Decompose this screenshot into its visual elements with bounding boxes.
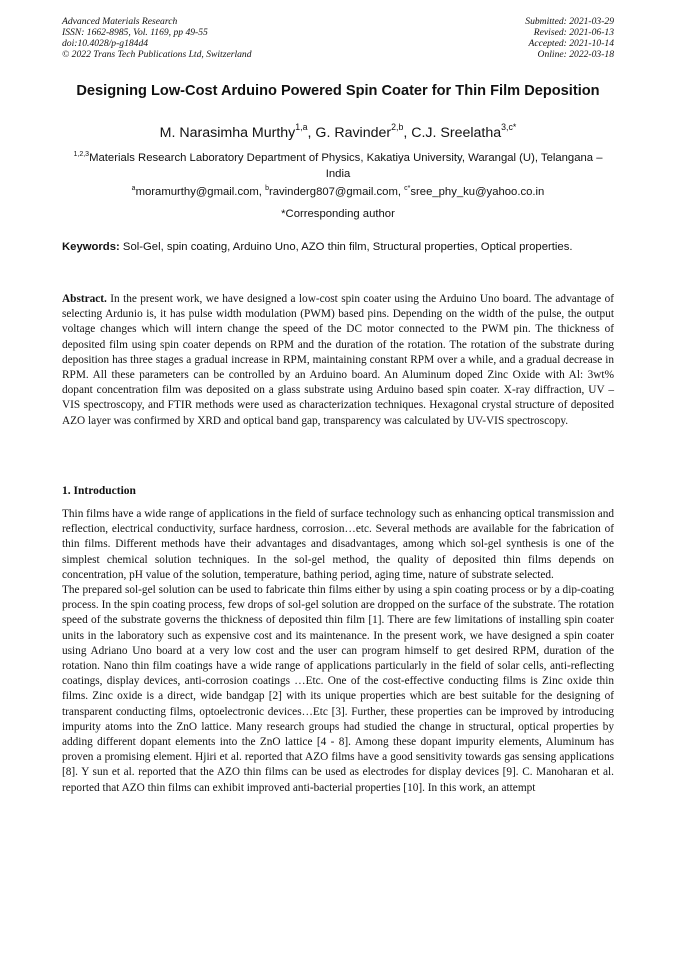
doi-line: doi:10.4028/p-g184d4 (62, 38, 149, 49)
copyright-line: © 2022 Trans Tech Publications Ltd, Switzerland (62, 49, 252, 60)
accepted-date: Accepted: 2021-10-14 (528, 38, 614, 49)
email-link[interactable]: ravinderg807@gmail.com (268, 186, 398, 198)
abstract-label: Abstract. (62, 293, 107, 305)
abstract-text: In the present work, we have designed a low-cost spin coater using the Arduino Uno board. The advantage of selecting Ardunio is, it has pulse width modulation (PWM) based pins. Depending on the width of the pulse, the output voltage changes which will intern change the speed of the DC motor connected to the PWM pin. The thickness of deposited film using spin coater depends on RPM and the duration of the rotation. The rotation of the substrate during deposition has three stages a gradual increase in RPM, maintaining constant RPM over a while, and a gradual decrease in RPM. All these parameters can be controlled by an Arduino board. An Aluminum doped Zinc Oxide with Al: 3wt% dopant concentration film was deposited on a glass substrate using Arduino based spin coater. X-ray diffraction, UV – VIS spectroscopy, and FTIR methods were used as characterization techniques. Hexagonal crystal structure of deposited AZO layer was confirmed by XRD and optical band gap, transparency was calculated by UV-VIS spectroscopy. (62, 293, 614, 427)
online-date: Online: 2022-03-18 (537, 49, 614, 60)
author-superscript: 1,a (295, 122, 308, 133)
journal-header-left (62, 16, 252, 60)
issn-line: ISSN: 1662-8985, Vol. 1169, pp 49-55 (62, 27, 208, 38)
affiliation (62, 150, 614, 182)
email-superscript: c* (404, 184, 411, 192)
revised-date: Revised: 2021-06-13 (533, 27, 614, 38)
author-name: G. Ravinder (315, 125, 392, 141)
corresponding-author-note: *Corresponding author (281, 208, 395, 220)
email-link[interactable]: moramurthy@gmail.com (135, 186, 259, 198)
abstract-section (62, 292, 614, 429)
paragraph: Thin films have a wide range of applications in the field of surface technology such as enhancing optical transmission and reflection, electrical conductivity, surface hardness, corrosion…etc. Several methods are available for the fabrication of thin films. Different methods have their advantages and disadvantages, among which sol-gel synthesis is one of the simplest chemical solution techniques. In the sol-gel method, the quality of deposited thin films depends on concentration, pH value of the solution, temperature, bathing period, aging time, nature of substrate selected. (62, 508, 614, 581)
introduction-body (62, 507, 614, 796)
keywords-section (62, 240, 614, 256)
email-superscript: b (265, 184, 269, 192)
journal-header-right (525, 16, 614, 60)
author-superscript: 3,c* (501, 122, 517, 133)
author-name: C.J. Sreelatha (411, 125, 502, 141)
journal-name: Advanced Materials Research (62, 16, 178, 27)
submitted-date: Submitted: 2021-03-29 (525, 16, 614, 27)
author-superscript: 2,b (391, 122, 404, 133)
email-list: $^a$moramurthy@gmail.com, $^b$ravinderg807@gmail.com, $^{c*}$sree_phy_ku@yahoo.co.in (131, 184, 545, 198)
keywords-label: Keywords: (62, 241, 120, 253)
keywords-text: Sol-Gel, spin coating, Arduino Uno, AZO thin film, Structural properties, Optical properties. (122, 241, 573, 253)
section-heading-introduction: 1. Introduction (62, 485, 136, 497)
paper-title: Designing Low-Cost Arduino Powered Spin Coater for Thin Film Deposition (76, 83, 600, 99)
email-superscript: a (131, 184, 136, 192)
author-name: M. Narasimha Murthy (159, 125, 296, 141)
email-link[interactable]: sree_phy_ku@yahoo.co.in (410, 186, 545, 198)
author-list: M. Narasimha Murthy$^{1,a}$, G. Ravinder$^{2,b}$, C.J. Sreelatha$^{3,c*}$ (159, 122, 517, 141)
paragraph: The prepared sol-gel solution can be used to fabricate thin films either by using a spin coating process or by a dip-coating process. In the spin coating process, few drops of sol-gel solution are dropped on the surface of the substrate. The rotation speed of the substrate governs the thickness of deposited thin film [1]. There are few limitations of installing spin coater units in the laboratory such as expensive cost and its maintenance. In the present work, we have designed a spin coater using Adriano Uno board at a very low cost and the user can program himself to get desired RPM, duration of the rotation. Nano thin film coatings have a wide range of applications particularly in the field of solar cells, anti-reflecting coatings, display devices, anti-corrosion coatings …Etc. One of the cost-effective conducting films is Zinc oxide thin films. Zinc oxide is a direct, wide bandgap [2] with its unique properties which are best suitable for the designing of transparent conducting films, optoelectronic devices…Etc [3]. Further, these properties can be improved by introducing impurity atoms into the ZnO lattice. Many research groups had studied the change in structural, optical properties by adding different dopant elements into the ZnO lattice [4 - 8]. Among these dopant impurity elements, Aluminum has proven a promising element. Hjiri et al. reported that AZO films have a good sensitivity towards gas sensing applications [8]. Y sun et al. reported that the AZO thin films can be used as electrodes for display devices [9]. C. Manoharan et al. reported that AZO thin films can exhibit improved anti-bacterial properties [10]. In this work, an attempt (62, 584, 614, 794)
affiliation-text: Materials Research Laboratory Department of Physics, Kakatiya University, Warangal (U), Telangana – India (89, 152, 603, 180)
affiliation-superscript: 1,2,3 (73, 150, 90, 158)
